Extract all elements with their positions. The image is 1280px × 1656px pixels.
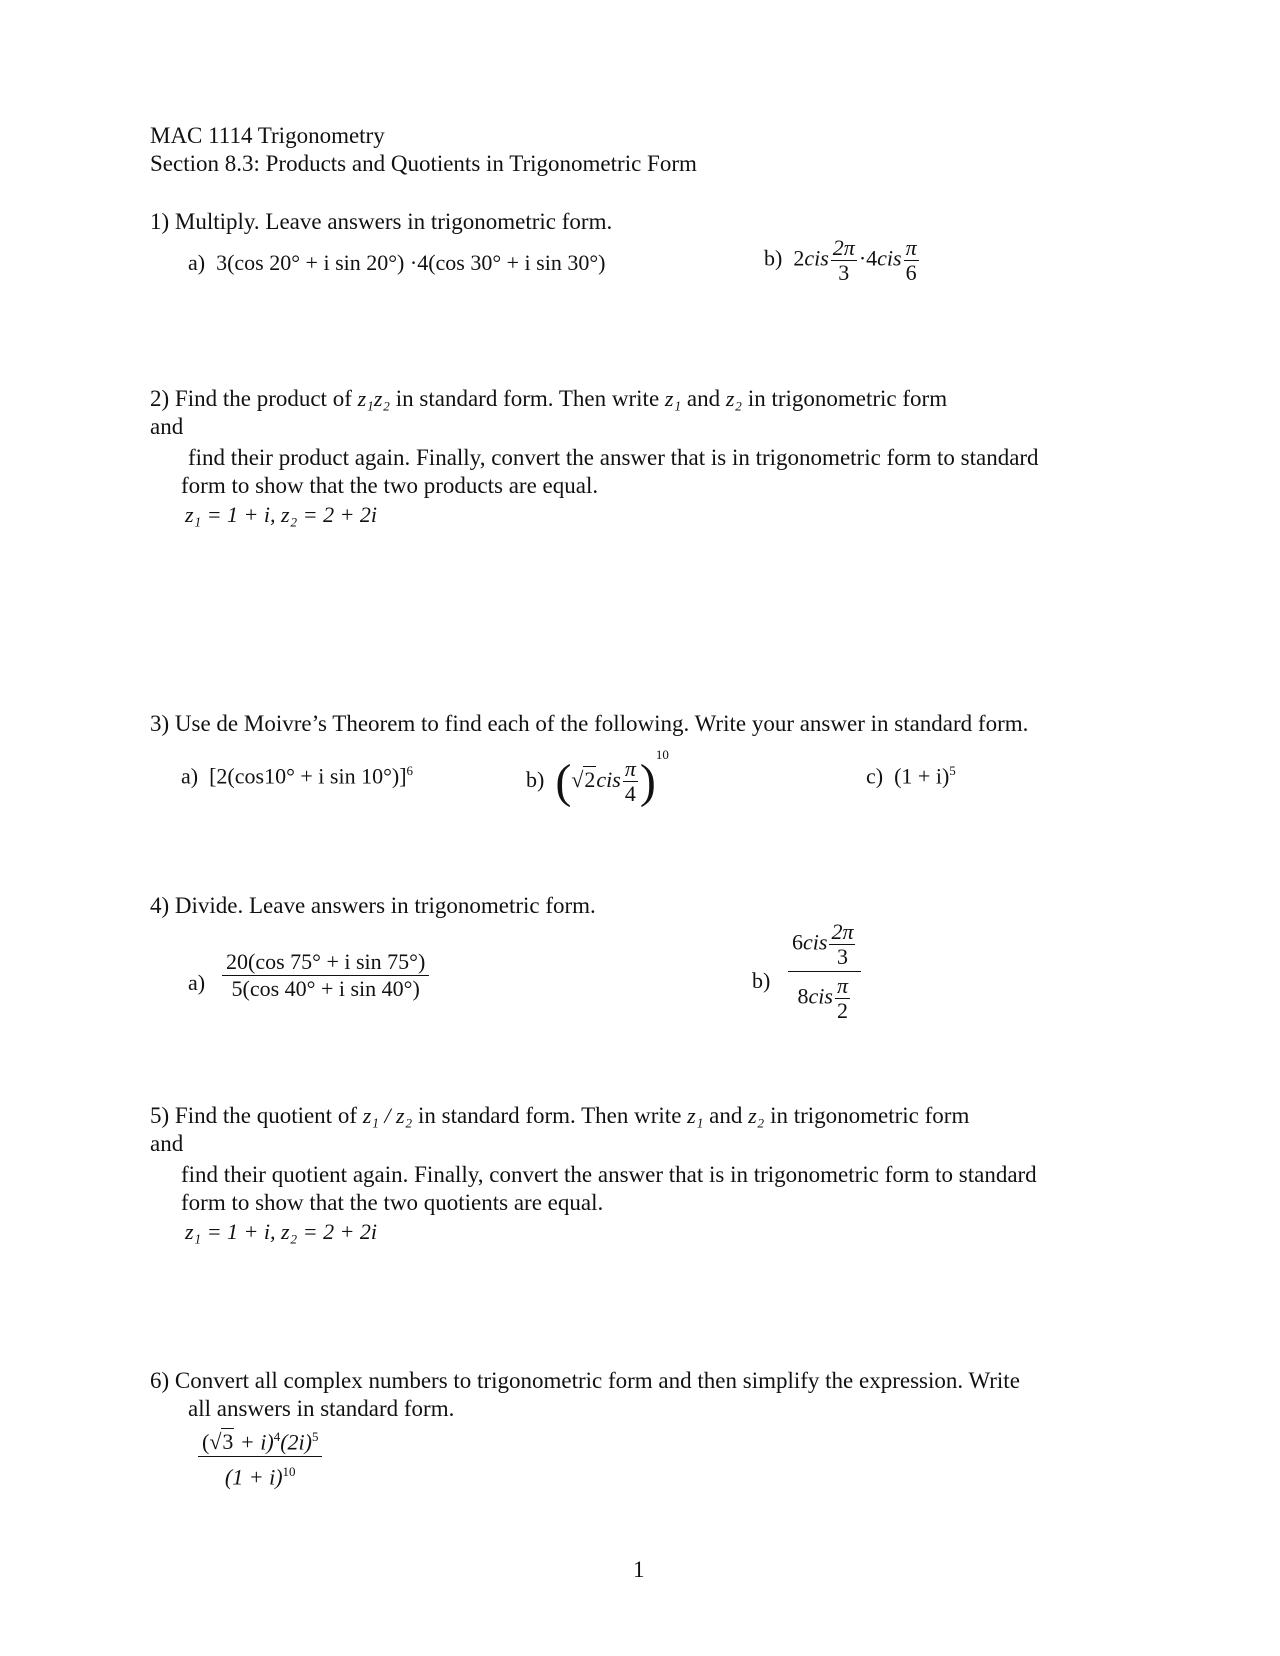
q5-z1: z₁	[687, 1103, 704, 1128]
q6-expression	[198, 1424, 322, 1491]
q4-prompt: 4) Divide. Leave answers in trigonometric form.	[150, 893, 596, 918]
q1-b-label: b)	[764, 245, 783, 271]
q4-part-a	[222, 949, 429, 1002]
q6-line2: all answers in standard form.	[188, 1396, 455, 1421]
q3-part-a	[181, 758, 413, 789]
q3-b-frac	[623, 757, 638, 806]
q3-b-open-paren: (	[555, 754, 572, 808]
q2-line1	[150, 385, 947, 413]
q1-b-num1: 2π	[832, 235, 855, 260]
q3-c-exponent: 5	[949, 763, 956, 778]
q2-z2: z₂	[725, 386, 743, 411]
q3-b-radicand: 2	[584, 767, 596, 792]
q4-b-top-cis: cis	[803, 929, 828, 955]
q6-num-exp2: 5	[311, 1429, 319, 1444]
q1-part-a	[188, 250, 605, 276]
course-title: MAC 1114 Trigonometry	[150, 123, 385, 148]
q3-prompt: 3) Use de Moivre’s Theorem to find each of the following. Write your answer in standard form.	[150, 711, 1029, 736]
q4-b-top-frac	[829, 920, 855, 969]
q5-line2: and	[150, 1131, 184, 1156]
q3-b-den: 4	[624, 781, 636, 807]
q2-line2: and	[150, 414, 184, 439]
q1-part-b	[764, 236, 921, 285]
q1-b-frac2	[904, 236, 919, 285]
q5-z2: z₂	[748, 1103, 765, 1128]
q6-sqrt: √3	[209, 1429, 234, 1455]
q4-a-denominator: 5(cos 40° + i sin 40°)	[231, 976, 420, 1001]
q6-den-exp: 10	[282, 1464, 296, 1480]
q2-given: z₁ = 1 + i, z₂ = 2 + 2i	[185, 502, 378, 527]
q2-z1z2: z₁z₂	[357, 386, 391, 411]
q3-b-label: b)	[526, 767, 545, 792]
q1-b-cis1: cis	[804, 245, 829, 271]
q5-text-a: 5) Find the quotient of	[150, 1103, 357, 1128]
q4-b-bot-cis: cis	[808, 983, 833, 1009]
q5-line1	[150, 1102, 969, 1130]
q3-part-c	[866, 758, 956, 789]
q5-line4: form to show that the two quotients are equal.	[181, 1190, 604, 1215]
q4-b-top-coef: 6	[792, 929, 803, 955]
q1-b-den1: 3	[838, 260, 850, 285]
q5-text-b: in standard form. Then write	[418, 1103, 682, 1128]
q5-and: and	[709, 1103, 743, 1128]
q1-a-label: a)	[188, 250, 206, 275]
q3-b-num: π	[624, 756, 636, 782]
q4-a-numerator: 20(cos 75° + i sin 75°)	[222, 949, 429, 976]
q1-prompt: 1) Multiply. Leave answers in trigonometric form.	[150, 209, 613, 234]
q6-num-exp1: 4	[273, 1429, 281, 1444]
q3-b-close-paren: )	[639, 754, 656, 808]
q2-z1: z₁	[664, 386, 682, 411]
q3-b-sqrt: √2	[571, 767, 596, 792]
q6-num-rest: + i)	[234, 1429, 274, 1455]
q6-den: (1 + i)	[224, 1464, 283, 1490]
q4-b-bot-coef: 8	[797, 983, 809, 1009]
q6-denominator	[221, 1457, 300, 1490]
q2-text-b: in standard form. Then write	[395, 386, 660, 411]
q3-a-expression: [2(cos10° + i sin 10°)]	[209, 763, 407, 789]
q4-b-denominator	[794, 972, 856, 1023]
q4-b-numerator	[788, 920, 861, 972]
q1-b-cis2: cis	[877, 245, 902, 271]
q2-text-c: in trigonometric form	[747, 386, 948, 411]
q2-and: and	[686, 386, 721, 411]
q2-line4: form to show that the two products are equal.	[181, 473, 599, 498]
q4-b-top-den: 3	[836, 944, 848, 969]
q4-b-bot-num: π	[836, 973, 848, 998]
q1-b-den2: 6	[905, 260, 917, 285]
q4-b-label: b)	[752, 968, 771, 993]
q3-c-label: c)	[866, 763, 884, 789]
q3-a-exponent: 6	[406, 763, 414, 778]
q3-b-exponent: 10	[655, 747, 669, 762]
q5-line3: find their quotient again. Finally, convert the answer that is in trigonometric form to standard	[181, 1162, 1037, 1187]
page-number: 1	[633, 1557, 645, 1582]
q5-given: z₁ = 1 + i, z₂ = 2 + 2i	[185, 1219, 378, 1244]
q2-line3: find their product again. Finally, convert the answer that is in trigonometric form to standard	[188, 445, 1039, 470]
q5-text-c: in trigonometric form	[770, 1103, 970, 1128]
q6-line1: 6) Convert all complex numbers to trigonometric form and then simplify the expression. Write	[150, 1368, 1020, 1393]
q1-a-expression: 3(cos 20° + i sin 20°) ·4(cos 30° + i sin 30°)	[216, 250, 606, 275]
q6-numerator: $(√3 + i)^4(2i)^5$	[198, 1424, 322, 1457]
q5-z1-over-z2: z₁ / z₂	[362, 1103, 413, 1128]
q3-part-b	[526, 742, 669, 806]
q3-b-cis: cis	[596, 767, 621, 792]
q4-b-top-num: 2π	[831, 919, 854, 944]
q4-b-bot-den: 2	[836, 998, 848, 1023]
q1-b-coef1: 2	[793, 245, 805, 271]
q6-radicand: 3	[222, 1429, 234, 1455]
section-title: Section 8.3: Products and Quotients in Trigonometric Form	[150, 151, 697, 176]
q1-b-coef2: ·4	[858, 245, 878, 271]
q4-a-label: a)	[188, 970, 206, 995]
q6-num-mid: (2i)	[280, 1429, 312, 1455]
q1-b-frac1	[831, 236, 857, 285]
q2-text-a: 2) Find the product of	[150, 386, 352, 411]
q1-b-num2: π	[905, 235, 917, 260]
q3-a-label: a)	[181, 763, 199, 789]
q4-b-bot-frac	[835, 974, 850, 1023]
q3-c-expression: (1 + i)	[894, 763, 950, 789]
q4-part-b	[788, 920, 861, 1023]
